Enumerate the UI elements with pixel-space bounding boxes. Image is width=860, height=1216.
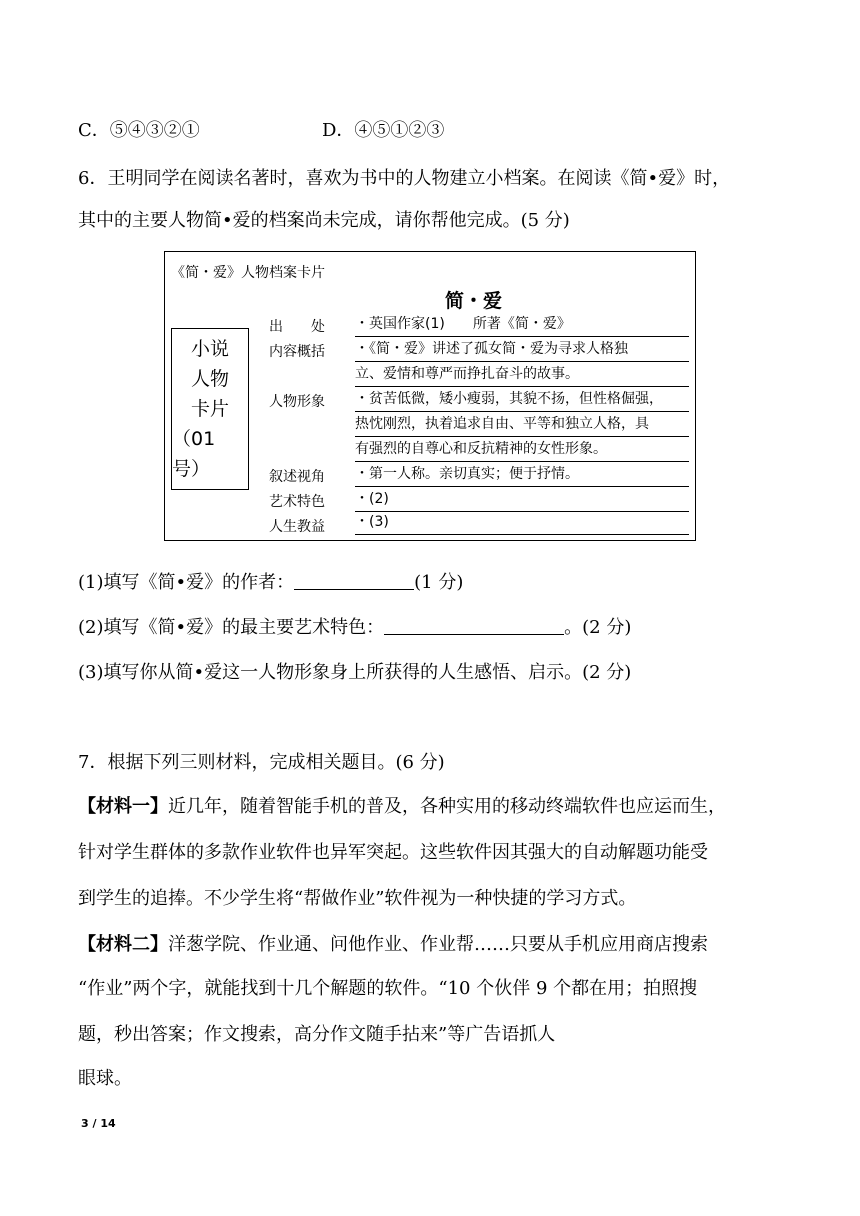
q6-sub1-prefix: (1)填写《简•爱》的作者： xyxy=(78,572,295,593)
row-text-summary xyxy=(355,337,689,387)
card-character-name: 简・爱 xyxy=(445,290,503,312)
row-text-lesson xyxy=(355,510,689,535)
row-label-image: 人物形象 xyxy=(269,394,325,410)
option-d: D．④⑤①②③ xyxy=(322,120,445,141)
row-text-image xyxy=(355,387,689,462)
material-two-line2: “作业”两个字，就能找到十几个解题的软件。“10 个伙伴 9 个都在用；拍照搜 xyxy=(78,978,698,999)
row-label-art: 艺术特色 xyxy=(269,494,325,510)
card-header: 《简・爱》人物档案卡片 xyxy=(171,265,325,281)
option-c: C．⑤④③②① xyxy=(78,120,200,141)
row-line: ・英国作家(1) 所著《简・爱》 xyxy=(355,312,689,337)
q6-stem-line1: 6．王明同学在阅读名著时，喜欢为书中的人物建立小档案。在阅读《简•爱》时， xyxy=(78,168,731,189)
row-line: ・贫苦低微，矮小瘦弱，其貌不扬，但性格倔强， xyxy=(355,387,689,412)
row-label-lesson: 人生教益 xyxy=(269,519,325,535)
q6-sub1-suffix: (1 分) xyxy=(414,572,464,593)
material-one-text: 近几年，随着智能手机的普及，各种实用的移动终端软件也应运而生， xyxy=(168,796,726,817)
q6-sub1 xyxy=(78,568,463,594)
q6-sub2-prefix: (2)填写《简•爱》的最主要艺术特色： xyxy=(78,617,385,638)
stamp-line: 人物 xyxy=(190,368,229,390)
material-two-line1 xyxy=(78,930,708,956)
answer-blank-art-feature[interactable] xyxy=(384,616,564,635)
character-profile-card xyxy=(164,251,696,541)
row-text-perspective xyxy=(355,462,689,487)
answer-blank-author[interactable] xyxy=(294,571,414,590)
material-two-line3: 题，秒出答案；作文搜索，高分作文随手拈来”等广告语抓人 xyxy=(78,1024,556,1045)
row-label-source: 出 处 xyxy=(269,319,325,335)
stamp-line: （01 号） xyxy=(172,428,216,480)
row-label-perspective: 叙述视角 xyxy=(269,469,325,485)
row-line: 立、爱情和尊严而挣扎奋斗的故事。 xyxy=(355,362,689,387)
row-line: ・(2) xyxy=(355,487,689,512)
material-two-text: 洋葱学院、作业通、问他作业、作业帮……只要从手机应用商店搜索 xyxy=(168,934,708,955)
card-stamp-box xyxy=(171,328,249,490)
row-line: ・(3) xyxy=(355,510,689,535)
material-two-label: 【材料二】 xyxy=(78,934,168,955)
q6-stem-line2: 其中的主要人物简•爱的档案尚未完成，请你帮他完成。(5 分) xyxy=(78,210,570,231)
q7-stem: 7．根据下列三则材料，完成相关题目。(6 分) xyxy=(78,752,445,773)
stamp-line: 卡片 xyxy=(190,398,229,420)
material-two-line4: 眼球。 xyxy=(78,1068,132,1089)
q6-sub3: (3)填写你从简•爱这一人物形象身上所获得的人生感悟、启示。(2 分) xyxy=(78,662,632,683)
material-one-label: 【材料一】 xyxy=(78,796,168,817)
row-line: 热忱刚烈，执着追求自由、平等和独立人格，具 xyxy=(355,412,689,437)
row-line: 有强烈的自尊心和反抗精神的女性形象。 xyxy=(355,437,689,462)
material-one-line3: 到学生的追捧。不少学生将“帮做作业”软件视为一种快捷的学习方式。 xyxy=(78,888,637,909)
page-number: 3 / 14 xyxy=(81,1117,116,1130)
q6-sub2 xyxy=(78,613,631,639)
row-label-summary: 内容概括 xyxy=(269,344,325,360)
row-line: ・《简・爱》讲述了孤女简・爱为寻求人格独 xyxy=(355,337,689,362)
row-text-source xyxy=(355,312,689,337)
stamp-line: 小说 xyxy=(190,338,229,360)
row-text-art xyxy=(355,487,689,512)
material-one-line1 xyxy=(78,792,726,818)
material-one-line2: 针对学生群体的多款作业软件也异军突起。这些软件因其强大的自动解题功能受 xyxy=(78,842,708,863)
row-line: ・第一人称。亲切真实；便于抒情。 xyxy=(355,462,689,487)
q6-sub2-suffix: 。(2 分) xyxy=(564,617,632,638)
